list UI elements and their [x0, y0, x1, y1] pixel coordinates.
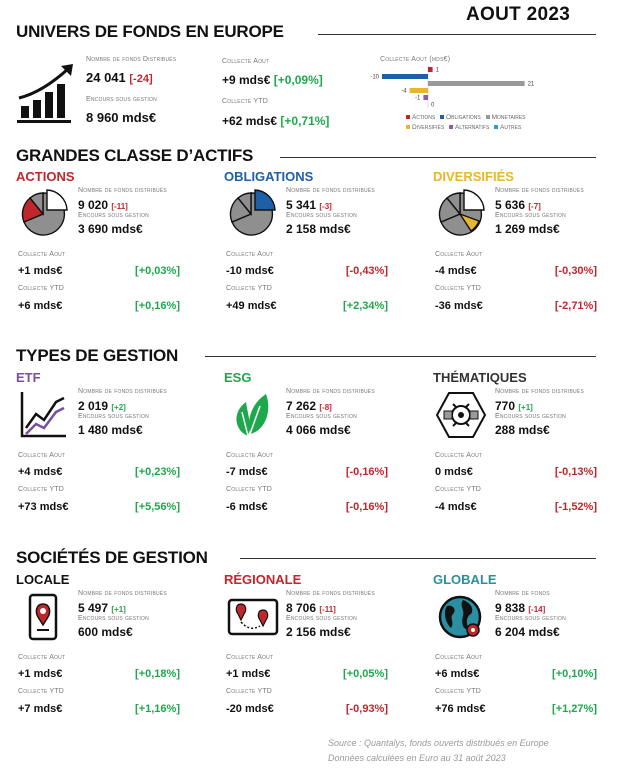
section-rule — [318, 34, 596, 35]
classes-diversifies-nb-row — [495, 198, 541, 212]
classes-obligations-ca-pct: [-0,43%] — [345, 265, 388, 277]
univers-collecte-ytd-value: +62 mds€ — [222, 114, 278, 128]
classes-diversifies-ytd-label: Collecte YTD — [435, 285, 482, 292]
gestion-thematiques-enc-label: Encours sous gestion — [495, 413, 566, 420]
bar-actions — [428, 67, 433, 72]
univers-nb-value: 24 041 — [86, 70, 126, 85]
classes-obligations-ytd: +49 mds€ — [226, 300, 277, 312]
gestion-thematiques-ca-label: Collecte Aout — [435, 452, 483, 459]
societes-regionale-nb-row — [286, 601, 336, 615]
classes-obligations-title: OBLIGATIONS — [224, 169, 314, 184]
societes-globale-delta: [-14] — [528, 605, 546, 614]
classes-actions-ca-label: Collecte Aout — [18, 251, 66, 258]
theme-hexagon-icon — [435, 390, 487, 445]
societes-globale-ytd-pct: [+1,27%] — [552, 703, 597, 715]
classes-diversifies-delta: [-7] — [528, 202, 541, 211]
classes-diversifies-enc: 1 269 mds€ — [495, 222, 560, 236]
section-rule — [280, 157, 596, 158]
leaf-icon — [226, 390, 276, 445]
collecte-bar-chart — [370, 66, 548, 110]
societes-globale-ytd: +76 mds€ — [435, 703, 486, 715]
societes-regionale-ca-pct: [+0,05%] — [343, 668, 388, 680]
section-title-univers: UNIVERS DE FONDS EN EUROPE — [16, 22, 284, 41]
pie-chart-icon — [226, 189, 276, 244]
section-title-classes: GRANDES CLASSE D’ACTIFS — [16, 146, 254, 165]
bar-diversifies — [410, 88, 428, 93]
societes-locale-ca-pct: [+0,18%] — [135, 668, 180, 680]
classes-diversifies-ca-label: Collecte Aout — [435, 251, 483, 258]
societes-locale-ytd-pct: [+1,16%] — [135, 703, 180, 715]
classes-actions-ca-pct: [+0,03%] — [135, 265, 180, 277]
univers-collecte-aout-label: Collecte Aout — [222, 58, 270, 65]
societes-regionale-enc-label: Encours sous gestion — [286, 615, 357, 622]
gestion-thematiques-ca: 0 mds€ — [435, 466, 473, 478]
societes-locale-delta: [+1] — [111, 605, 126, 614]
gestion-thematiques-enc: 288 mds€ — [495, 423, 550, 437]
univers-nb-row — [86, 70, 153, 85]
classes-diversifies-nb: 5 636 — [495, 198, 526, 212]
societes-locale-ytd-label: Collecte YTD — [18, 688, 65, 695]
classes-actions-nb-row — [78, 198, 128, 212]
univers-encours-value: 8 960 mds€ — [86, 110, 157, 125]
gestion-etf-enc-label: Encours sous gestion — [78, 413, 149, 420]
gestion-esg-ca: -7 mds€ — [226, 466, 268, 478]
societes-regionale-title: RÉGIONALE — [224, 572, 302, 587]
section-rule — [205, 356, 596, 357]
societes-globale-ca-label: Collecte Aout — [435, 654, 483, 661]
bar-value-label: 1 — [435, 67, 439, 74]
univers-collecte-ytd-label: Collecte YTD — [222, 98, 269, 105]
bar-value-label: 0 — [431, 102, 435, 109]
bar-monetaires — [428, 81, 525, 86]
gestion-thematiques-nb-label: Nombre de fonds distribués — [495, 388, 584, 395]
societes-globale-nb-row — [495, 601, 545, 615]
chart-legend-row-1 — [406, 114, 526, 121]
societes-regionale-delta: [-11] — [319, 605, 336, 614]
gestion-etf-title: ETF — [16, 370, 41, 385]
gestion-thematiques-nb: 770 — [495, 399, 516, 413]
regional-map-icon — [226, 592, 280, 647]
societes-locale-ytd: +7 mds€ — [18, 703, 63, 715]
societes-globale-enc: 6 204 mds€ — [495, 625, 560, 639]
section-title-gestion: TYPES DE GESTION — [16, 346, 179, 365]
gestion-esg-ca-label: Collecte Aout — [226, 452, 274, 459]
societes-globale-enc-label: Encours sous gestion — [495, 615, 566, 622]
source-line-2: Données calculées en Euro au 31 août 2023 — [328, 753, 506, 763]
bar-value-label: 21 — [527, 81, 535, 88]
classes-obligations-nb-row — [286, 198, 332, 212]
societes-regionale-ca-label: Collecte Aout — [226, 654, 274, 661]
growth-chart-icon — [15, 62, 79, 126]
societes-locale-enc-label: Encours sous gestion — [78, 615, 149, 622]
classes-obligations-nb: 5 341 — [286, 198, 317, 212]
bar-value-label: -10 — [370, 74, 379, 81]
legend-alternatifs: Alternatifs — [449, 124, 489, 131]
classes-diversifies-ca: -4 mds€ — [435, 265, 477, 277]
societes-globale-title: GLOBALE — [433, 572, 497, 587]
classes-actions-enc-label: Encours sous gestion — [78, 212, 149, 219]
gestion-thematiques-ytd-pct: [-1,52%] — [554, 501, 597, 513]
univers-collecte-aout-value: +9 mds€ — [222, 73, 271, 87]
societes-globale-ca-pct: [+0,10%] — [552, 668, 597, 680]
classes-actions-title: ACTIONS — [16, 169, 75, 184]
classes-actions-enc: 3 690 mds€ — [78, 222, 143, 236]
classes-actions-delta: [-11] — [111, 202, 128, 211]
gestion-esg-ytd: -6 mds€ — [226, 501, 268, 513]
line-chart-icon — [18, 390, 68, 445]
societes-regionale-ytd-label: Collecte YTD — [226, 688, 273, 695]
societes-globale-ytd-label: Collecte YTD — [435, 688, 482, 695]
univers-encours-label: Encours sous gestion — [86, 96, 157, 103]
classes-diversifies-ytd: -36 mds€ — [435, 300, 483, 312]
gestion-esg-enc-label: Encours sous gestion — [286, 413, 357, 420]
gestion-esg-delta: [-8] — [319, 403, 332, 412]
gestion-esg-ca-pct: [-0,16%] — [345, 466, 388, 478]
classes-diversifies-nb-label: Nombre de fonds distribués — [495, 187, 584, 194]
pie-chart-icon — [435, 189, 485, 244]
gestion-etf-nb-row — [78, 399, 126, 413]
bar-value-label: -4 — [401, 88, 407, 95]
gestion-esg-ytd-label: Collecte YTD — [226, 486, 273, 493]
classes-actions-ca: +1 mds€ — [18, 265, 63, 277]
globe-icon — [435, 592, 485, 647]
location-pin-icon — [18, 592, 68, 647]
gestion-esg-ytd-pct: [-0,16%] — [345, 501, 388, 513]
societes-regionale-ca: +1 mds€ — [226, 668, 271, 680]
classes-actions-ytd: +6 mds€ — [18, 300, 63, 312]
gestion-thematiques-ca-pct: [-0,13%] — [554, 466, 597, 478]
societes-locale-ca-label: Collecte Aout — [18, 654, 66, 661]
legend-diversifies: Diversifiés — [406, 124, 444, 131]
gestion-esg-title: ESG — [224, 370, 252, 385]
classes-diversifies-ytd-pct: [-2,71%] — [554, 300, 597, 312]
univers-collecte-aout-row — [222, 73, 323, 87]
gestion-etf-delta: [+2] — [111, 403, 126, 412]
gestion-etf-ca-label: Collecte Aout — [18, 452, 66, 459]
gestion-etf-ca: +4 mds€ — [18, 466, 63, 478]
societes-regionale-ytd-pct: [-0,93%] — [345, 703, 388, 715]
gestion-etf-ytd-pct: [+5,56%] — [135, 501, 180, 513]
univers-collecte-ytd-row — [222, 114, 329, 128]
societes-regionale-enc: 2 156 mds€ — [286, 625, 351, 639]
chart-legend-row-2 — [406, 124, 521, 131]
gestion-etf-ytd: +73 mds€ — [18, 501, 69, 513]
source-line-1: Source : Quantalys, fonds ouverts distribués en Europe — [328, 738, 549, 748]
section-title-societes: SOCIÉTÉS DE GESTION — [16, 548, 208, 567]
societes-locale-nb: 5 497 — [78, 601, 109, 615]
gestion-thematiques-delta: [+1] — [518, 403, 533, 412]
gestion-esg-enc: 4 066 mds€ — [286, 423, 351, 437]
section-rule — [240, 558, 596, 559]
gestion-esg-nb-label: Nombre de fonds distribués — [286, 388, 375, 395]
societes-locale-enc: 600 mds€ — [78, 625, 133, 639]
societes-locale-nb-label: Nombre de fonds distribués — [78, 590, 167, 597]
legend-obligations: Obligations — [440, 114, 481, 121]
societes-regionale-nb-label: Nombre de fonds distribués — [286, 590, 375, 597]
report-date: AOUT 2023 — [466, 4, 571, 25]
gestion-esg-nb-row — [286, 399, 332, 413]
societes-regionale-ytd: -20 mds€ — [226, 703, 274, 715]
gestion-esg-nb: 7 262 — [286, 399, 317, 413]
classes-obligations-ytd-pct: [+2,34%] — [343, 300, 388, 312]
societes-globale-nb-label: Nombre de fonds — [495, 590, 550, 597]
gestion-etf-enc: 1 480 mds€ — [78, 423, 143, 437]
bar-value-label: -1 — [415, 95, 421, 102]
gestion-thematiques-ytd-label: Collecte YTD — [435, 486, 482, 493]
societes-regionale-nb: 8 706 — [286, 601, 317, 615]
gestion-thematiques-nb-row — [495, 399, 533, 413]
classes-actions-nb-label: Nombre de fonds distribués — [78, 187, 167, 194]
classes-diversifies-title: DIVERSIFIÉS — [433, 169, 514, 184]
univers-collecte-aout-pct: [+0,09%] — [273, 73, 323, 87]
societes-locale-ca: +1 mds€ — [18, 668, 63, 680]
bar-obligations — [382, 74, 428, 79]
societes-locale-title: LOCALE — [16, 572, 70, 587]
pie-chart-icon — [18, 189, 68, 244]
societes-globale-ca: +6 mds€ — [435, 668, 480, 680]
gestion-etf-nb-label: Nombre de fonds distribués — [78, 388, 167, 395]
bar-alternatifs — [423, 95, 428, 100]
classes-actions-ytd-label: Collecte YTD — [18, 285, 65, 292]
legend-monetaires: Monetaires — [486, 114, 526, 121]
univers-collecte-ytd-pct: [+0,71%] — [280, 114, 330, 128]
classes-obligations-ca-label: Collecte Aout — [226, 251, 274, 258]
societes-locale-nb-row — [78, 601, 126, 615]
classes-obligations-enc: 2 158 mds€ — [286, 222, 351, 236]
chart-title: Collecte Aout (mds€) — [380, 56, 451, 63]
univers-nb-delta: [-24] — [129, 73, 153, 85]
classes-obligations-delta: [-3] — [319, 202, 332, 211]
classes-actions-nb: 9 020 — [78, 198, 109, 212]
classes-diversifies-enc-label: Encours sous gestion — [495, 212, 566, 219]
classes-actions-ytd-pct: [+0,16%] — [135, 300, 180, 312]
classes-obligations-nb-label: Nombre de fonds distribués — [286, 187, 375, 194]
legend-actions: Actions — [406, 114, 435, 121]
classes-obligations-ca: -10 mds€ — [226, 265, 274, 277]
legend-autres: Autres — [494, 124, 521, 131]
societes-globale-nb: 9 838 — [495, 601, 526, 615]
gestion-etf-ytd-label: Collecte YTD — [18, 486, 65, 493]
classes-obligations-enc-label: Encours sous gestion — [286, 212, 357, 219]
gestion-thematiques-title: THÉMATIQUES — [433, 370, 527, 385]
univers-nb-label: Nombre de fonds Distribués — [86, 56, 177, 63]
gestion-etf-nb: 2 019 — [78, 399, 109, 413]
gestion-thematiques-ytd: -4 mds€ — [435, 501, 477, 513]
classes-diversifies-ca-pct: [-0,30%] — [554, 265, 597, 277]
classes-obligations-ytd-label: Collecte YTD — [226, 285, 273, 292]
gestion-etf-ca-pct: [+0,23%] — [135, 466, 180, 478]
